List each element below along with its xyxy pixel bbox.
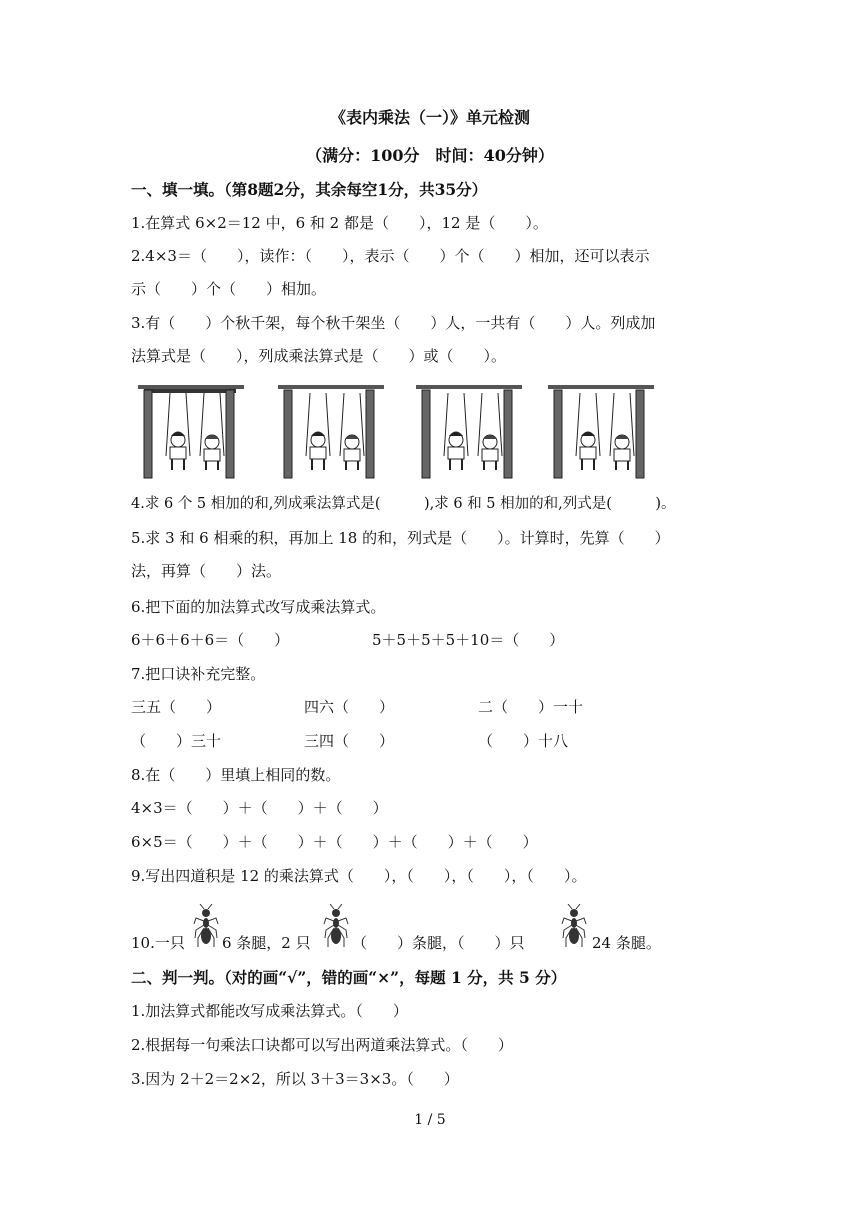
question-10-part-1: 10.一只: [131, 934, 185, 952]
q7-row1-cell3: 二（ ）一十: [478, 698, 584, 716]
judge-3: 3.因为 2＋2＝2×2，所以 3＋3＝3×3。（ ）: [131, 1070, 459, 1088]
page-subtitle: （满分：100分 时间：40分钟）: [306, 146, 554, 165]
question-2-line-1: 2.4×3＝（ ），读作：（ ），表示（ ）个（ ）相加，还可以表示: [131, 247, 650, 265]
question-1: 1.在算式 6×2＝12 中，6 和 2 都是（ ），12 是（ ）。: [131, 214, 548, 232]
question-8: 8.在（ ）里填上相同的数。: [131, 766, 341, 784]
judge-2: 2.根据每一句乘法口诀都可以写出两道乘法算式。（ ）: [131, 1036, 513, 1054]
question-2-line-2: 示（ ）个（ ）相加。: [131, 280, 327, 298]
judge-1: 1.加法算式都能改写成乘法算式。（ ）: [131, 1002, 408, 1020]
swings-illustration: [128, 382, 668, 482]
question-3-line-2: 法算式是（ ），列成乘法算式是（ ）或（ ）。: [131, 347, 507, 365]
q7-row1-cell1: 三五（ ）: [131, 698, 222, 716]
page-number: 1 / 5: [414, 1112, 446, 1128]
swing-set-icon: [538, 382, 656, 480]
question-6-right: 5＋5＋5＋5＋10＝（ ）: [372, 631, 565, 649]
question-6-left: 6＋6＋6＋6＝（ ）: [131, 631, 290, 649]
ant-icon: [192, 904, 220, 948]
question-6: 6.把下面的加法算式改写成乘法算式。: [131, 598, 386, 616]
section-1-heading: 一、填一填。（第8题2分，其余每空1分，共35分）: [131, 180, 488, 199]
question-8-a: 4×3＝（ ）＋（ ）＋（ ）: [131, 799, 388, 817]
question-7: 7.把口诀补充完整。: [131, 665, 266, 683]
question-8-b: 6×5＝（ ）＋（ ）＋（ ）＋（ ）＋（ ）: [131, 833, 538, 851]
question-3-line-1: 3.有（ ）个秋千架，每个秋千架坐（ ）人，一共有（ ）人。列成加: [131, 314, 656, 332]
question-5-line-1: 5.求 3 和 6 相乘的积，再加上 18 的和，列式是（ ）。计算时，先算（ ）: [131, 529, 670, 547]
ant-icon: [560, 904, 588, 948]
question-9: 9.写出四道积是 12 的乘法算式（ ），（ ），（ ），（ ）。: [131, 867, 587, 885]
question-10-part-4: 24 条腿。: [592, 934, 661, 952]
question-10-part-3: （ ）条腿，（ ）只: [352, 934, 525, 952]
question-5-line-2: 法，再算（ ）法。: [131, 562, 282, 580]
question-10-part-2: 6 条腿，2 只: [222, 934, 311, 952]
section-2-heading: 二、判一判。（对的画“√”，错的画“×”，每题 1 分，共 5 分）: [131, 968, 567, 987]
q7-row2-cell2: 三四（ ）: [304, 732, 395, 750]
q7-row2-cell3: （ ）十八: [478, 732, 569, 750]
q7-row2-cell1: （ ）三十: [131, 732, 222, 750]
q7-row1-cell2: 四六（ ）: [304, 698, 395, 716]
ant-icon: [322, 904, 350, 948]
page-title: 《表内乘法（一）》单元检测: [329, 108, 530, 127]
question-4: 4.求 6 个 5 相加的和,列成乘法算式是( ),求 6 和 5 相加的和,列式是( )。: [131, 496, 676, 512]
swing-set-icon: [128, 382, 246, 480]
swing-set-icon: [268, 382, 386, 480]
swing-set-icon: [406, 382, 524, 480]
